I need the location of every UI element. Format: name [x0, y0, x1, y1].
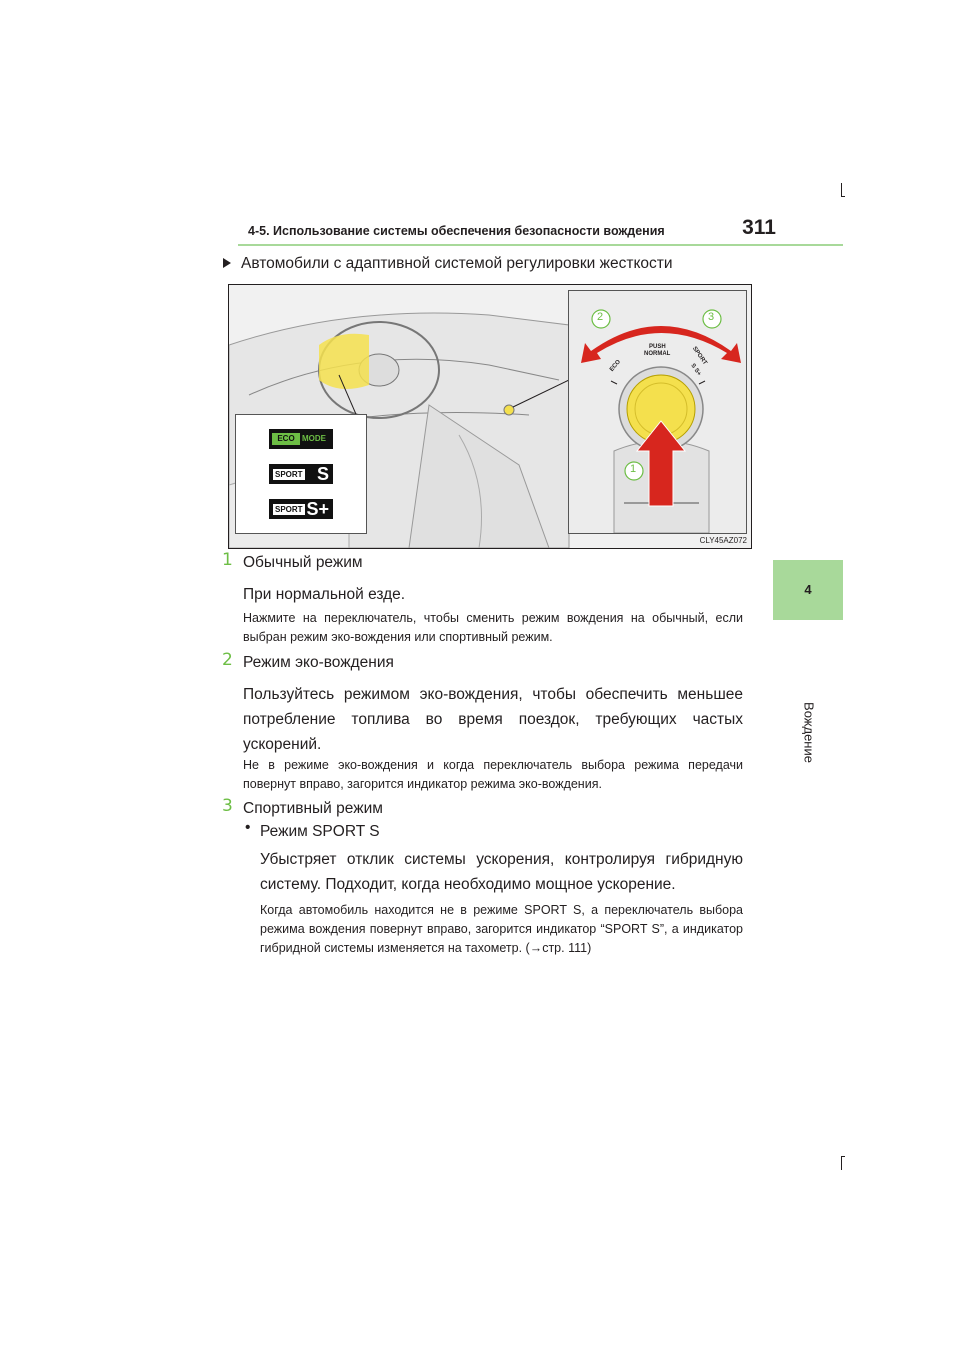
callout-2: 2	[597, 311, 604, 323]
dial-sport-label: SPORT	[690, 345, 708, 367]
chapter-number: 4	[804, 582, 812, 597]
item-2-main: Пользуйтесь режимом эко-вождения, чтобы обеспечить меньшее потребление топлива во время поездок, требующих частых ускорений.	[243, 686, 743, 753]
sport-s-plus-indicator	[269, 499, 333, 519]
item-1-note: Нажмите на переключатель, чтобы сменить режим вождения на обычный, если выбран режим эко-вождения или спортивный режим.	[243, 611, 743, 644]
eco-mode-indicator	[269, 429, 333, 449]
figure-code: CLY45AZ072	[699, 536, 747, 545]
mode-dial-inset	[568, 290, 747, 534]
page-number: 311	[742, 216, 776, 239]
chapter-tab	[773, 560, 843, 620]
dial-push-label: PUSH	[649, 344, 666, 350]
mode-label: MODE	[302, 434, 326, 443]
dial-eco-label: ECO	[609, 359, 622, 373]
page-header	[248, 218, 778, 244]
callout-1: 1	[630, 463, 637, 475]
item-2-number: 2	[222, 650, 233, 670]
eco-label: ECO	[272, 433, 300, 445]
chapter-label: Вождение	[801, 702, 817, 763]
s-label: S	[316, 464, 329, 484]
indicator-inset	[235, 414, 367, 534]
intro-heading	[223, 255, 673, 273]
item-2-note: Не в режиме эко-вождения и когда переключатель выбора режима передачи повернут вправо, загорится индикатор режима эко-вождения.	[243, 758, 743, 791]
mode-dial-drawing	[569, 291, 746, 533]
dial-sport-variants-label: S S+	[689, 362, 702, 378]
item-2-title: Режим эко-вождения	[243, 654, 394, 671]
chapter-label-wrap	[799, 690, 819, 780]
item-3-number: 3	[222, 796, 233, 816]
item-3-bullet: Режим SPORT S	[260, 823, 380, 840]
item-1-number: 1	[222, 550, 233, 570]
item-3-note: Когда автомобиль находится не в режиме SPORT S, а переключатель выбора режима вождения повернут вправо, загорится индикатор “SPORT S”, а индикатор гибридной системы изменяется на тахометр. (→стр. 111)	[260, 903, 743, 955]
crop-mark-top-foot	[841, 196, 845, 197]
intro-heading-text: Автомобили с адаптивной системой регулировки жесткости	[241, 255, 673, 272]
crop-mark-bottom	[841, 1156, 842, 1170]
sport-label: SPORT	[275, 470, 303, 479]
crop-mark-bottom-foot	[841, 1156, 845, 1157]
sport-label: SPORT	[275, 505, 303, 514]
item-3-main: Убыстряет отклик системы ускорения, контролируя гибридную систему. Подходит, когда необходимо мощное ускорение.	[260, 851, 743, 893]
callout-3: 3	[708, 311, 715, 323]
triangle-bullet-icon	[223, 258, 231, 268]
bullet-dot-icon: •	[245, 819, 251, 836]
s-plus-label: S+	[306, 499, 329, 519]
dial-normal-label: NORMAL	[644, 351, 671, 357]
sport-s-indicator	[269, 464, 333, 484]
item-1-main: При нормальной езде.	[243, 586, 406, 603]
item-1-title: Обычный режим	[243, 554, 363, 571]
item-3-title: Спортивный режим	[243, 800, 383, 817]
drive-mode-illustration	[228, 284, 752, 549]
crop-mark-top	[841, 183, 842, 197]
section-title: 4-5. Использование системы обеспечения безопасности вождения	[248, 224, 665, 238]
header-rule	[238, 244, 843, 246]
